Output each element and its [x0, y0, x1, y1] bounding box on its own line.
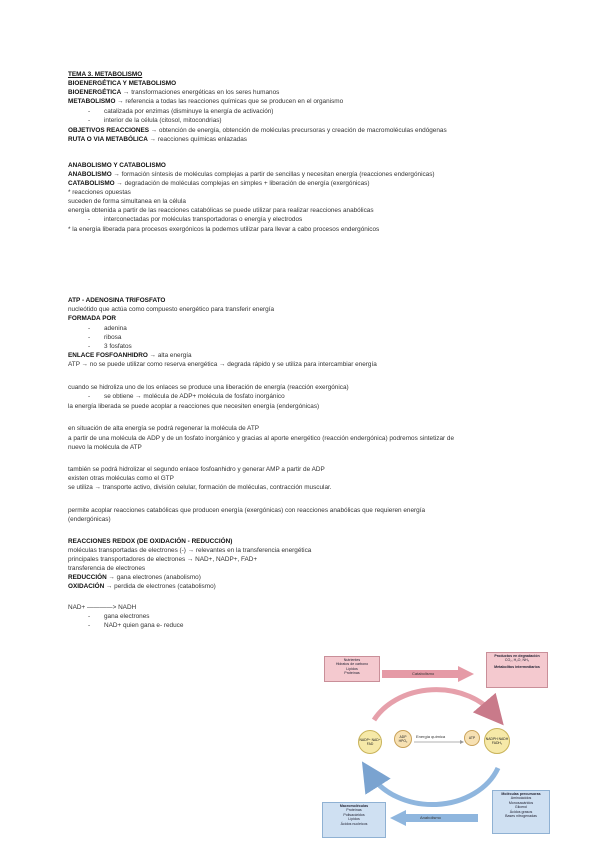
section-heading-atp: ATP - ADENOSINA TRIFOSFATO — [68, 297, 166, 304]
energy-label: Energía química — [416, 734, 446, 739]
text-line: transferencia de electrones — [68, 565, 146, 572]
bullet-text: gana electrones — [104, 613, 150, 620]
text-line: la energía liberada se puede acoplar a reacciones que necesiten energía (endergónicas) — [68, 403, 320, 410]
text-line: permite acoplar reacciones catabólicas que producen energía (exergónicas) con reacciones anabólicas que requieren energía — [68, 507, 426, 514]
section-heading-redox: REACCIONES REDOX (DE OXIDACIÓN - REDUCCIÓN) — [68, 538, 233, 545]
text-line: ENLACE FOSFOANHIDRO → alta energía — [68, 352, 192, 359]
atp-circle: ATP — [464, 730, 480, 746]
box-body: Proteínas Polisacáridos Lípidos Ácidos nucleicos — [340, 808, 368, 826]
text-line: energía obtenida a partir de las reacciones catabólicas se puede utilizar para realizar reacciones anabólicas — [68, 207, 374, 214]
text-line: nuevo la molécula de ATP — [68, 444, 142, 451]
box-mid: Metabolitos intermediarios — [494, 664, 540, 669]
bullet-dash: - — [88, 393, 91, 400]
text-line: OXIDACIÓN → perdida de electrones (catabolismo) — [68, 583, 216, 590]
box-body: Aminoácidos Monosacáridos Glicerol Ácidos grasos Bases nitrogenadas — [505, 796, 537, 819]
degradation-products-box — [486, 652, 548, 688]
precursor-molecules-box — [492, 790, 550, 834]
anabolism-label: Anabolismo — [420, 815, 441, 820]
bullet-text: ribosa — [104, 334, 122, 341]
text-line: RUTA O VIA METABÓLICA → reacciones químicas enlazadas — [68, 136, 247, 143]
section-heading-anabolismo: ANABOLISMO Y CATABOLISMO — [68, 162, 166, 169]
text-line: moléculas transportadas de electrones (-) → relevantes en la transferencia energética — [68, 547, 312, 554]
text-line: BIOENERGÉTICA → transformaciones energéticas en los seres humanos — [68, 89, 280, 96]
text-line: ANABOLISMO → formación síntesis de moléculas complejas a partir de sencillas y necesitan energía (reacciones endergónicas) — [68, 171, 435, 178]
text-line: * la energía liberada para procesos exergónicos la podemos utilizar para llevar a cabo procesos endergónicos — [68, 226, 380, 233]
text-line: nucleótido que actúa como compuesto energético para transferir energía — [68, 306, 275, 313]
bullet-text: se obtiene → molécula de ADP+ molécula de fosfato inorgánico — [104, 393, 285, 400]
doc-title: TEMA 3. METABOLISMO — [68, 71, 143, 78]
text-line: existen otras moléculas como el GTP — [68, 475, 174, 482]
bullet-dash: - — [88, 216, 91, 223]
bullet-dash: - — [88, 343, 91, 350]
bullet-text: interconectadas por moléculas transportadoras o energía y electrodos — [104, 216, 303, 223]
text-line: NAD+ ————> NADH — [68, 604, 137, 611]
text-line: OBJETIVOS REACCIONES → obtención de energía, obtención de moléculas precursoras y creación de macromoléculas endógenas — [68, 127, 447, 134]
bullet-dash: - — [88, 622, 91, 629]
text-line: en situación de alta energía se podrá regenerar la molécula de ATP — [68, 425, 260, 432]
box-subtitle: CO₂, H₂O, NH₃ — [504, 658, 530, 663]
text-line: METABOLISMO → referencia a todas las reacciones químicas que se producen en el organismo — [68, 98, 344, 105]
text-line: a partir de una molécula de ADP y de un fosfato inorgánico y gracias al aporte energético (reacción endergónica) podremos sintetizar de — [68, 435, 455, 442]
bullet-text: catalizada por enzimas (disminuye la energía de activación) — [104, 108, 274, 115]
text-line: REDUCCIÓN → gana electrones (anabolismo) — [68, 574, 201, 581]
metabolism-diagram — [318, 650, 554, 842]
nadh-circle: NADPH NADH FADH₂ — [484, 728, 510, 754]
text-line: (endergónicas) — [68, 516, 111, 523]
text-line: también se podrá hidrolizar el segundo enlace fosfoanhidro y generar AMP a partir de ADP — [68, 466, 325, 473]
bullet-text: NAD+ quien gana e- reduce — [104, 622, 184, 629]
bullet-text: 3 fosfatos — [104, 343, 132, 350]
text-line: suceden de forma simultanea en la célula — [68, 198, 186, 205]
bullet-text: interior de la célula (citosol, mitocondrias) — [104, 117, 222, 124]
box-title: Productos en degradación — [494, 654, 540, 658]
box-title: Moléculas precursoras — [501, 792, 541, 796]
box-title: Macromoléculas — [339, 804, 369, 808]
text-line: principales transportadores de electrones → NAD+, NADP+, FAD+ — [68, 556, 258, 563]
text-line: CATABOLISMO → degradación de moléculas complejas en simples + liberación de energía (exergónicas) — [68, 180, 370, 187]
text-line: * reacciones opuestas — [68, 189, 131, 196]
macromolecules-box — [322, 802, 386, 838]
section-heading-bioenergetica: BIOENERGÉTICA Y METABOLISMO — [68, 80, 177, 87]
text-line: ATP → no se puede utilizar como reserva energética → degrada rápido y se utiliza para intercambiar energía — [68, 361, 377, 368]
adp-circle: ADP HPO₄ — [394, 730, 412, 748]
bullet-dash: - — [88, 108, 91, 115]
bullet-text: adenina — [104, 325, 127, 332]
nutrients-box: Nutrientes Hidratos de carbono Lípidos Proteínas — [324, 656, 380, 682]
text-line: cuando se hidroliza uno de los enlaces se produce una liberación de energía (reacción exergónica) — [68, 384, 349, 391]
text-line: se utiliza → transporte activo, división celular, formación de moléculas, contracción muscular. — [68, 484, 332, 491]
catabolism-label: Catabolismo — [412, 671, 435, 676]
text-line: FORMADA POR — [68, 315, 117, 322]
bullet-dash: - — [88, 613, 91, 620]
bullet-dash: - — [88, 334, 91, 341]
nad-circle: NADP⁺ NAD⁺ FAD — [358, 730, 382, 754]
bullet-dash: - — [88, 325, 91, 332]
bullet-dash: - — [88, 117, 91, 124]
